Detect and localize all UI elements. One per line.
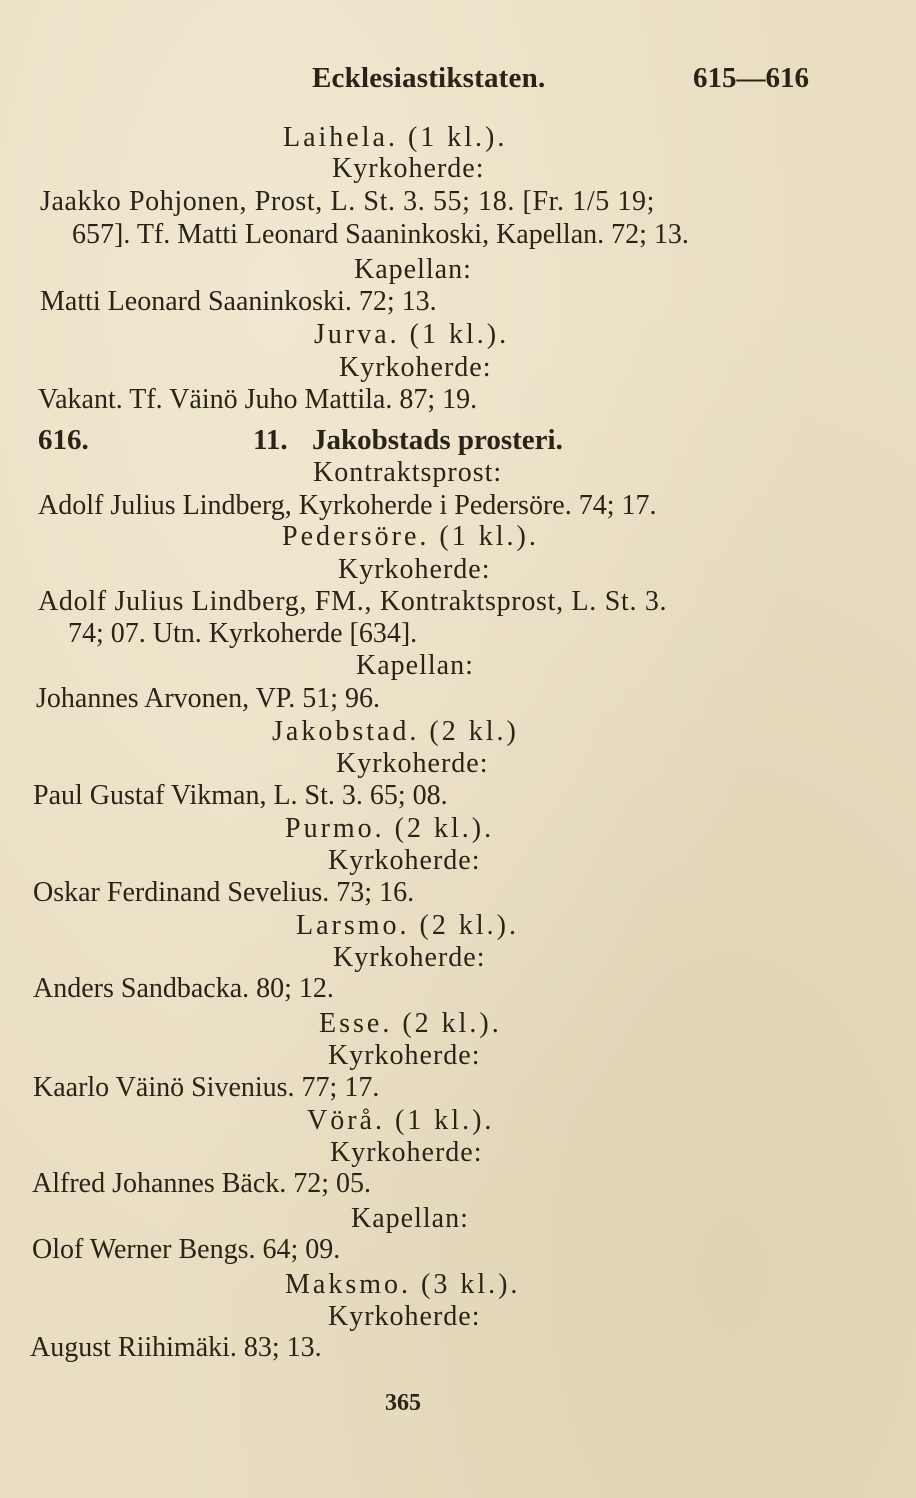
role-heading: Kyrkoherde: <box>338 554 491 585</box>
entry-line: Anders Sandbacka. 80; 12. <box>33 973 334 1004</box>
entry-line: Alfred Johannes Bäck. 72; 05. <box>32 1168 372 1199</box>
parish-heading: Laihela. (1 kl.). <box>283 122 508 153</box>
role-heading: Kyrkoherde: <box>336 748 489 779</box>
parish-heading: Jakobstad. (2 kl.) <box>272 716 519 747</box>
entry-line: Olof Werner Bengs. 64; 09. <box>32 1234 341 1265</box>
role-heading: Kapellan: <box>356 650 474 681</box>
page-number: 365 <box>385 1390 421 1416</box>
entry-line: Kaarlo Väinö Sivenius. 77; 17. <box>33 1072 380 1103</box>
entry-line: Vakant. Tf. Väinö Juho Mattila. 87; 19. <box>38 384 478 415</box>
role-heading: Kapellan: <box>354 254 472 285</box>
role-heading: Kontraktsprost: <box>313 457 503 488</box>
section-index: 11. <box>253 424 288 456</box>
role-heading: Kyrkoherde: <box>333 942 486 973</box>
section-number: 616. <box>38 424 89 456</box>
parish-heading: Purmo. (2 kl.). <box>285 813 495 844</box>
role-heading: Kyrkoherde: <box>339 352 492 383</box>
role-heading: Kyrkoherde: <box>328 1301 481 1332</box>
parish-heading: Larsmo. (2 kl.). <box>296 910 519 941</box>
role-heading: Kapellan: <box>351 1203 469 1234</box>
entry-line: Adolf Julius Lindberg, Kyrkoherde i Pedersöre. 74; 17. <box>38 490 657 521</box>
role-heading: Kyrkoherde: <box>330 1137 483 1168</box>
header-page-range: 615—616 <box>693 62 809 94</box>
entry-line: 657]. Tf. Matti Leonard Saaninkoski, Kapellan. 72; 13. <box>72 219 689 250</box>
entry-line: Paul Gustaf Vikman, L. St. 3. 65; 08. <box>33 780 448 811</box>
entry-line: Jaakko Pohjonen, Prost, L. St. 3. 55; 18. [Fr. 1/5 19; <box>40 186 655 217</box>
role-heading: Kyrkoherde: <box>332 153 485 184</box>
section-title: Jakobstads prosteri. <box>312 424 563 456</box>
header-title: Ecklesiastikstaten. <box>312 62 546 94</box>
entry-line: Matti Leonard Saaninkoski. 72; 13. <box>40 286 437 317</box>
parish-heading: Esse. (2 kl.). <box>319 1008 502 1039</box>
role-heading: Kyrkoherde: <box>328 1040 481 1071</box>
parish-heading: Jurva. (1 kl.). <box>314 319 510 350</box>
entry-line: Adolf Julius Lindberg, FM., Kontraktsprost, L. St. 3. <box>38 586 668 617</box>
parish-heading: Vörå. (1 kl.). <box>307 1105 495 1136</box>
entry-line: Oskar Ferdinand Sevelius. 73; 16. <box>33 877 415 908</box>
role-heading: Kyrkoherde: <box>328 845 481 876</box>
running-header <box>0 62 916 102</box>
entry-line: August Riihimäki. 83; 13. <box>30 1332 322 1363</box>
entry-line: Johannes Arvonen, VP. 51; 96. <box>36 683 381 714</box>
parish-heading: Maksmo. (3 kl.). <box>285 1269 521 1300</box>
parish-heading: Pedersöre. (1 kl.). <box>282 521 539 552</box>
entry-line: 74; 07. Utn. Kyrkoherde [634]. <box>68 618 418 649</box>
